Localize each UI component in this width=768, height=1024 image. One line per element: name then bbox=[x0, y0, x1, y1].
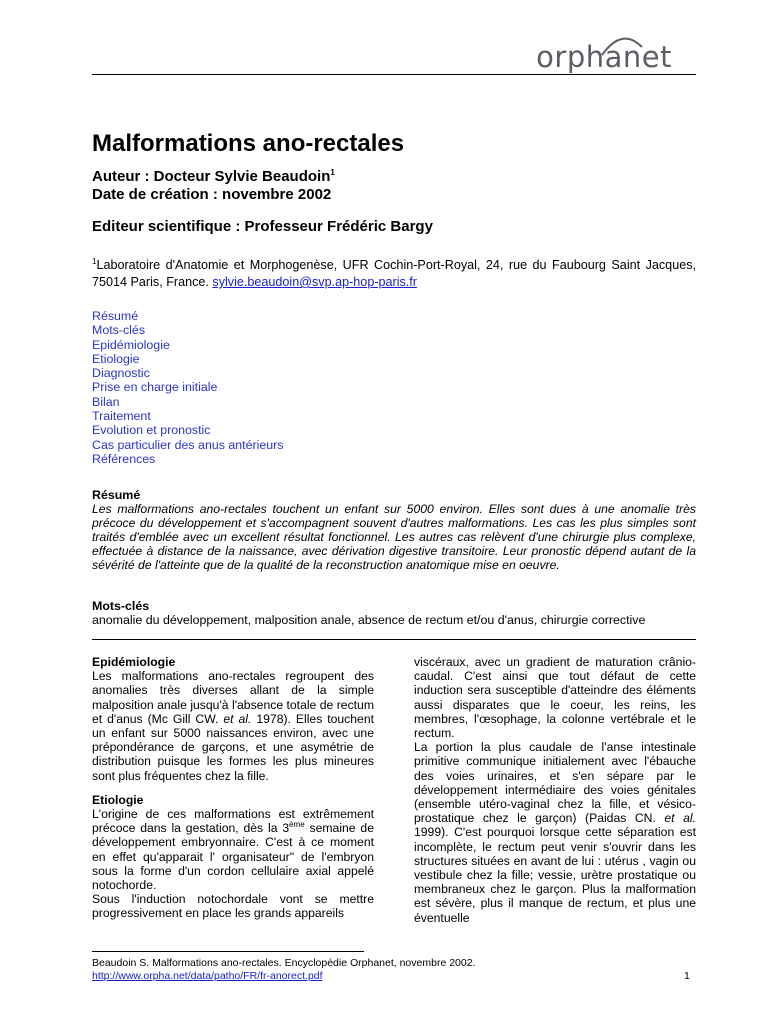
toc-link-diagnostic[interactable]: Diagnostic bbox=[92, 366, 150, 381]
affiliation-sup: 1 bbox=[92, 256, 97, 266]
affiliation bbox=[92, 257, 696, 291]
footer-url-link[interactable]: http://www.orpha.net/data/patho/FR/fr-anorect.pdf bbox=[92, 970, 323, 982]
epi-text-b: 1978). Elles touchent un enfant sur 5000 naissances environ, avec une prépondérance de garçons, et une asymétrie de distribution puisque les formes les plus mineures sont plus fréquentes chez la fille. bbox=[92, 711, 374, 783]
right-column bbox=[414, 655, 696, 925]
page-number: 1 bbox=[684, 970, 690, 982]
right-paragraph-2 bbox=[414, 740, 696, 925]
author-email-link[interactable]: sylvie.beaudoin@svp.ap-hop-paris.fr bbox=[212, 275, 417, 289]
page-title: Malformations ano-rectales bbox=[92, 130, 405, 157]
epi-etal: et al. bbox=[223, 711, 252, 726]
epidemiologie-heading: Epidémiologie bbox=[92, 655, 176, 669]
orphanet-logo bbox=[536, 40, 672, 74]
toc-link-references[interactable]: Références bbox=[92, 451, 156, 466]
resume-heading: Résumé bbox=[92, 488, 141, 502]
toc-link-evolution[interactable]: Evolution et pronostic bbox=[92, 423, 211, 438]
etio-text-b: semaine de développement embryonnaire. C'est à ce moment en effet qu'apparait l' organisateur" de l'embryon sous la forme d'un cordon cellulaire axial appelé notochorde. bbox=[92, 821, 374, 893]
creation-date: Date de création : novembre 2002 bbox=[92, 186, 332, 203]
footer-rule bbox=[92, 951, 364, 952]
author-line bbox=[92, 168, 335, 186]
right-p2-b: 1999). C'est pourquoi lorsque cette séparation est incomplète, le rectum peut venir s'ouvrir dans les structures situées en avant de lui : utérus , vagin ou vestibule chez la fille; vessie, urètre prostatique ou membraneux chez le garçon. Plus la malformation est sévère, plus il manque de rectum, et plus une éventuelle bbox=[414, 825, 696, 925]
footer-citation: Beaudoin S. Malformations ano-rectales. Encyclopédie Orphanet, novembre 2002. bbox=[92, 957, 476, 969]
motscles-text: anomalie du développement, malposition anale, absence de rectum et/ou d'anus, chirurgie corrective bbox=[92, 613, 646, 627]
right-p2-etal: et al. bbox=[664, 811, 696, 826]
toc-link-resume[interactable]: Résumé bbox=[92, 309, 139, 323]
etio-sup: ème bbox=[289, 820, 305, 830]
motscles-heading: Mots-clés bbox=[92, 599, 150, 613]
toc-link-epidemiologie[interactable]: Epidémiologie bbox=[92, 337, 170, 352]
toc-link-cas-particulier[interactable]: Cas particulier des anus antérieurs bbox=[92, 437, 284, 452]
affiliation-text: Laboratoire d'Anatomie et Morphogenèse, UFR Cochin-Port-Royal, 24, rue du Faubourg Saint Jacques, 75014 Paris, France. bbox=[92, 258, 696, 289]
toc-link-prise-en-charge[interactable]: Prise en charge initiale bbox=[92, 380, 218, 395]
resume-text: Les malformations ano-rectales touchent un enfant sur 5000 environ. Elles sont dues à une anomalie très précoce du développement et s'accompagnent souvent d'autres malformations. Les cas les plus simples sont traités d'emblée avec un excellent résultat fonctionnel. Les autres cas relèvent d'une chirurgie plus complexe, effectuée à distance de la naissance, avec dérivation digestive transitoire. Leur pronostic dépend autant de la sévérité de l'atteinte que de la qualité de la reconstruction anatomique mise en oeuvre. bbox=[92, 502, 696, 572]
right-paragraph-1: viscéraux, avec un gradient de maturation crânio-caudal. C'est ainsi que tout défaut de cette induction sera susceptible d'atteindre des éléments aussi disparates que le coeur, les reins, les membres, l'œsophage, la colonne vertébrale et le rectum. bbox=[414, 655, 696, 741]
toc-link-traitement[interactable]: Traitement bbox=[92, 409, 151, 424]
etiologie-heading: Etiologie bbox=[92, 792, 144, 807]
epi-text-a: Les malformations ano-rectales regroupent des anomalies très diverses allant de la simple malposition anale jusqu'à l'absence totale de rectum et d'anus (Mc Gill CW. bbox=[92, 669, 374, 726]
toc-link-etiologie[interactable]: Etiologie bbox=[92, 351, 140, 366]
table-of-contents bbox=[92, 309, 283, 466]
logo-arc-icon bbox=[598, 33, 646, 57]
footer-url-line bbox=[92, 970, 323, 983]
etiologie-text bbox=[92, 807, 374, 892]
etiologie-text-2: Sous l'induction notochordale vont se mettre progressivement en place les grands appareils bbox=[92, 892, 374, 921]
section-rule bbox=[92, 639, 696, 640]
epidemiologie-text bbox=[92, 669, 374, 783]
right-p2-a: La portion la plus caudale de l'anse intestinale primitive communique initialement avec l'ébauche des voies urinaires, et s'en sépare par le développement intermédiaire des voies génitales (ensemble utéro-vaginal chez la fille, et vésico-prostatique chez le garçon) (Paidas CN. bbox=[414, 740, 696, 826]
left-column bbox=[92, 655, 374, 921]
author-sup: 1 bbox=[330, 168, 335, 177]
toc-link-bilan[interactable]: Bilan bbox=[92, 394, 120, 409]
toc-link-mots-cles[interactable]: Mots-clés bbox=[92, 323, 146, 338]
logo-text: orphanet bbox=[536, 40, 672, 74]
editor-line: Editeur scientifique : Professeur Frédéric Bargy bbox=[92, 218, 433, 235]
etio-text-a: L'origine de ces malformations est extrêmement précoce dans la gestation, dès la 3 bbox=[92, 807, 374, 836]
header-rule bbox=[92, 74, 696, 75]
author-text: Auteur : Docteur Sylvie Beaudoin bbox=[92, 168, 331, 185]
